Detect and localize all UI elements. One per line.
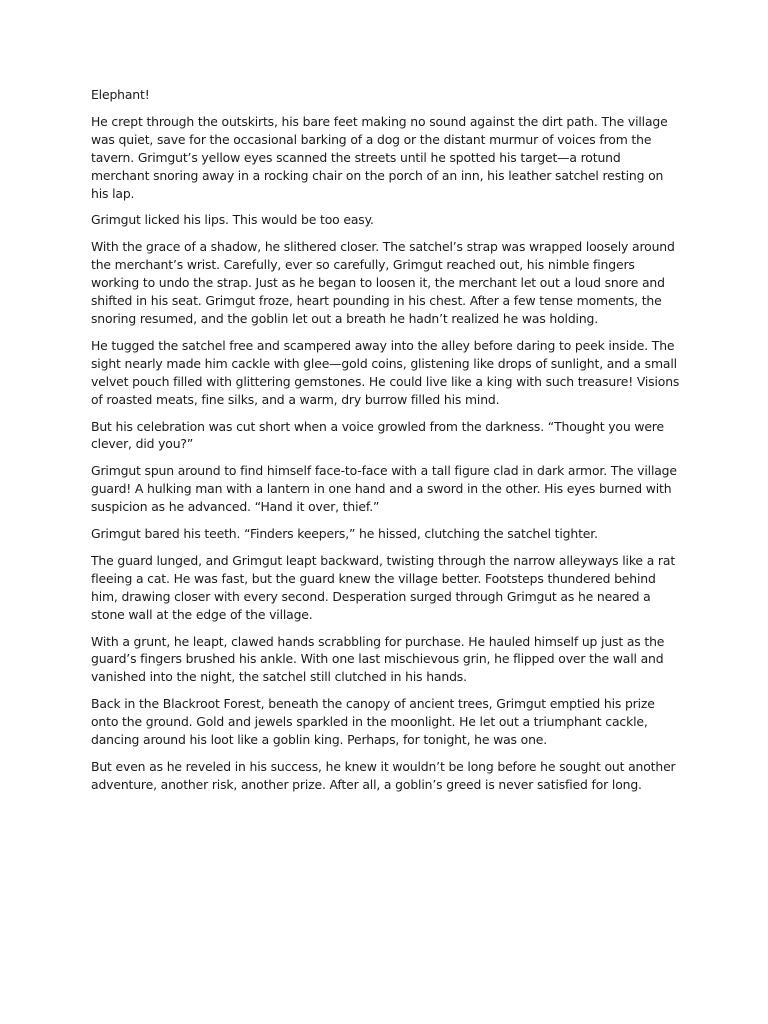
paragraph: Grimgut spun around to find himself face-to-face with a tall figure clad in dark armor. The village guard! A hulking man with a lantern in one hand and a sword in the other. His eyes burned with suspicion as he advanced. “Hand it over, thief.”: [91, 463, 677, 515]
paragraph: But even as he reveled in his success, he knew it wouldn’t be long before he sought out another adventure, another risk, another prize. After all, a goblin’s greed is never satisfied for long.: [91, 759, 676, 792]
paragraph: Grimgut licked his lips. This would be too easy.: [91, 212, 374, 228]
document-title: Elephant!: [91, 87, 150, 102]
paragraph: Back in the Blackroot Forest, beneath the canopy of ancient trees, Grimgut emptied his prize onto the ground. Gold and jewels sparkled in the moonlight. He let out a triumphant cackle, dancing around his loot like a goblin king. Perhaps, for tonight, he was one.: [91, 696, 655, 748]
paragraph: He crept through the outskirts, his bare feet making no sound against the dirt path. The village was quiet, save for the occasional barking of a dog or the distant murmur of voices from the tavern. Grimgut’s yellow eyes scanned the streets until he spotted his target—a rotund merchant snoring away in a rocking chair on the porch of an inn, his leather satchel resting on his lap.: [91, 113, 668, 201]
paragraph: Grimgut bared his teeth. “Finders keepers,” he hissed, clutching the satchel tighter.: [91, 526, 598, 542]
document-page: [91, 86, 681, 803]
paragraph: But his celebration was cut short when a voice growled from the darkness. “Thought you were clever, did you?”: [91, 418, 664, 452]
paragraph: He tugged the satchel free and scampered away into the alley before daring to peek inside. The sight nearly made him cackle with glee—gold coins, glistening like drops of sunlight, and a small velvet pouch filled with glittering gemstones. He could live like a king with such treasure! Visions of roasted meats, fine silks, and a warm, dry burrow filled his mind.: [91, 337, 680, 407]
paragraph: With a grunt, he leapt, clawed hands scrabbling for purchase. He hauled himself up just as the guard’s fingers brushed his ankle. With one last mischievous grin, he flipped over the wall and vanished into the night, the satchel still clutched in his hands.: [91, 633, 665, 685]
paragraph: The guard lunged, and Grimgut leapt backward, twisting through the narrow alleyways like a rat fleeing a cat. He was fast, but the guard knew the village better. Footsteps thundered behind him, drawing closer with every second. Desperation surged through Grimgut as he neared a stone wall at the edge of the village.: [91, 552, 676, 622]
paragraph: With the grace of a shadow, he slithered closer. The satchel’s strap was wrapped loosely around the merchant’s wrist. Carefully, ever so carefully, Grimgut reached out, his nimble fingers working to undo the strap. Just as he began to loosen it, the merchant let out a loud snore and shifted in his seat. Grimgut froze, heart pounding in his chest. After a few tense moments, the snoring resumed, and the goblin let out a breath he hadn’t realized he was holding.: [91, 239, 675, 326]
